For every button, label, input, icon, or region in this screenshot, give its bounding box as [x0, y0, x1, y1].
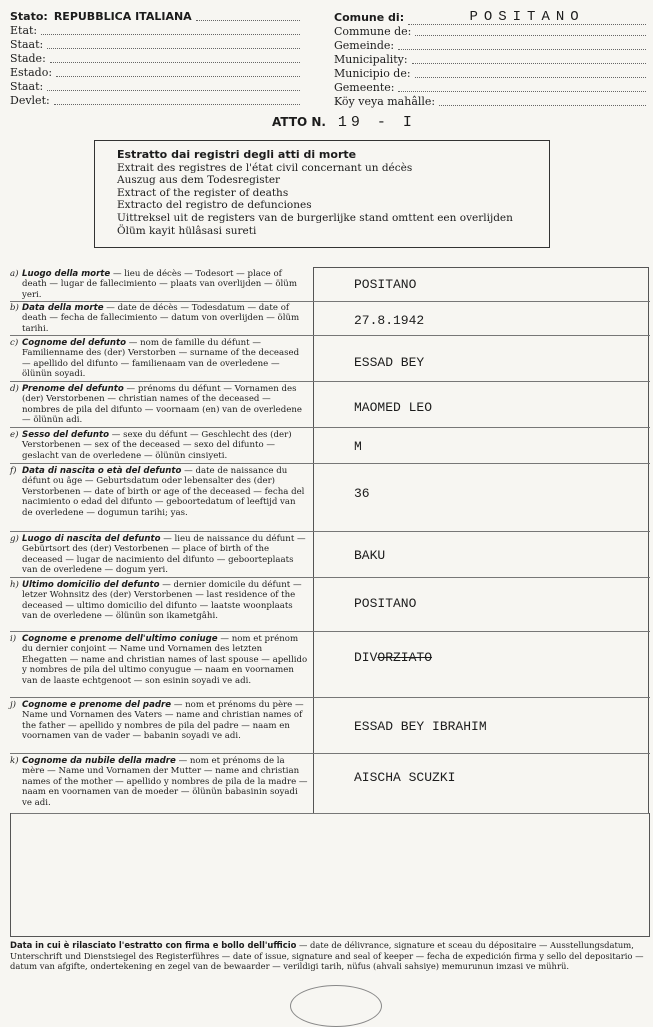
column-divider — [313, 267, 314, 813]
field-label-head: Luogo della morte — [22, 269, 111, 279]
municipality-row — [334, 53, 646, 67]
field-label-rest: — lieu de décès — Todesort — place of death — lugar de fallecimiento — plaats van overlijden — ölüm yeri. — [22, 269, 297, 300]
field-letter: b) — [10, 303, 19, 313]
field-label-rest: — lieu de naissance du défunt — Gebürtsort des (der) Vestorbenen — place of birth of the deceased — lugar de nacimiento del difunto — geboorteplaats van de overledene — dogum yeri. — [22, 534, 306, 576]
municipality-row — [334, 39, 646, 53]
field-label-rest: — nom de famille du défunt — Familienname des (der) Verstorben — surname of the deceased — apellido del difunto — familienaam van de overledene — ölünün soyadi. — [22, 338, 300, 380]
field-label-first-names — [10, 384, 308, 426]
field-value-first-names: MAOMED LEO — [354, 400, 433, 415]
row-divider — [10, 463, 650, 464]
field-label-rest: — nom et prénoms du père — Name und Vornamen des Vaters — name and christian names of the father — apellido y nombres de pila del padre — naam en voornamen van de vader — babanin soyadi ve adi. — [22, 700, 304, 742]
state-row — [10, 80, 300, 94]
state-label: Estado: — [10, 66, 53, 79]
field-value-surname: ESSAD BEY — [354, 355, 425, 370]
extract-line: Extrait des registres de l'état civil concernant un décès — [117, 161, 413, 174]
field-label-mother — [10, 756, 308, 808]
state-value: REPUBBLICA ITALIANA — [53, 10, 192, 23]
blank-area — [10, 813, 650, 937]
extract-title-box — [94, 140, 550, 248]
state-label: Etat: — [10, 24, 38, 37]
field-label-rest: — nom et prénoms de la mère — Name und Vornamen der Mutter — name and christian names of the mother — apellido y nombres de pila de la madre — naam en voornamen van de moeder — ölünün babasinin soyadi ve adi. — [22, 756, 308, 808]
row-divider — [10, 335, 650, 336]
field-label-rest: — date de décès — Todesdatum — date of death — fecha de fallecimiento — datum von overlijden — ölüm tarihi. — [22, 303, 300, 334]
municipality-label: Commune de: — [334, 25, 412, 38]
field-letter: f) — [10, 466, 17, 476]
act-number-label: ATTO N. — [272, 115, 326, 129]
municipality-label: Köy veya mahâlle: — [334, 95, 436, 108]
act-number-value: 19 - I — [337, 114, 416, 131]
header-state-block — [10, 10, 300, 108]
extract-line: Extract of the register of deaths — [117, 186, 289, 199]
field-value-father: ESSAD BEY IBRAHIM — [354, 719, 487, 734]
footer-head: Data in cui è rilasciato l'estratto con firma e bollo dell'ufficio — [10, 940, 297, 950]
state-label: Devlet: — [10, 94, 50, 107]
dotted-line — [415, 76, 646, 78]
municipality-label: Municipio de: — [334, 67, 411, 80]
dotted-line — [398, 90, 646, 92]
field-letter: j) — [10, 700, 17, 710]
issue-date-footer — [10, 940, 650, 972]
field-value-mother: AISCHA SCUZKI — [354, 770, 456, 785]
state-row — [10, 66, 300, 80]
municipality-row — [334, 10, 646, 25]
state-row — [10, 38, 300, 52]
field-label-place-of-death — [10, 269, 308, 300]
act-number — [272, 114, 416, 131]
field-label-place-of-birth — [10, 534, 308, 576]
dotted-line — [56, 75, 300, 77]
field-label-date-of-death — [10, 303, 308, 334]
field-label-sex — [10, 430, 308, 461]
dotted-line — [54, 103, 300, 105]
extract-title: Estratto dai registri degli atti di morte — [117, 148, 357, 161]
field-label-last-spouse — [10, 634, 308, 686]
field-value-last-residence: POSITANO — [354, 596, 417, 611]
dotted-line — [50, 61, 300, 63]
municipality-label: Municipality: — [334, 53, 408, 66]
municipality-label: Gemeente: — [334, 81, 395, 94]
dotted-line — [398, 48, 646, 50]
dotted-line — [47, 89, 300, 91]
field-letter: g) — [10, 534, 19, 544]
extract-line: Ölüm kayit hülâsasi sureti — [117, 224, 257, 237]
field-letter: c) — [10, 338, 19, 348]
field-value-last-spouse — [354, 650, 432, 665]
office-stamp — [290, 985, 382, 1027]
field-letter: a) — [10, 269, 19, 279]
field-label-head: Cognome del defunto — [22, 338, 127, 348]
row-divider — [10, 301, 650, 302]
municipality-row — [334, 67, 646, 81]
state-row — [10, 24, 300, 38]
dotted-line — [196, 19, 300, 21]
spouse-value-struck-text: ORZIATO — [377, 650, 433, 665]
row-divider — [10, 753, 650, 754]
municipality-value: POSITANO — [408, 10, 646, 25]
field-letter: d) — [10, 384, 19, 394]
field-label-father — [10, 700, 308, 742]
state-row — [10, 10, 300, 24]
extract-line: Uittreksel uit de registers van de burgerlijke stand omttent een overlijden — [117, 211, 513, 224]
footer-rest: — date de délivrance, signature et sceau du dépositaire — Ausstellungsdatum, Unterschrift und Dienstsiegel des Registerführes — date of issue, signature and seal of keeper — fecha de expedición firma y sello del depositario — datum van afgifte, ondertekening en zegel van de bewaarder — verildigi tarih, nüfus (ahvali sahsiye) memurunun imzasi ve mührü. — [10, 940, 644, 972]
spouse-value-text: DIV — [354, 650, 378, 665]
row-divider — [10, 631, 650, 632]
field-label-head: Data della morte — [22, 303, 104, 313]
municipality-row — [334, 25, 646, 39]
field-letter: k) — [10, 756, 19, 766]
field-label-head: Sesso del defunto — [22, 430, 110, 440]
field-label-birth-date-or-age — [10, 466, 308, 518]
dotted-line — [412, 62, 646, 64]
field-label-rest: — date de naissance du défunt ou âge — Geburtsdatum oder lebensalter des (der) Verstorbenen — date of birth or age of the deceased — fecha del nacimiento o edad del difunto — geboortedatum of leeftijd van de overledene — dogumun tarihi; yas. — [22, 466, 305, 518]
municipality-label: Comune di: — [334, 11, 405, 24]
field-letter: e) — [10, 430, 19, 440]
row-divider — [10, 427, 650, 428]
municipality-row — [334, 81, 646, 95]
dotted-line — [415, 34, 646, 36]
field-label-rest: — dernier domicile du défunt — letzer Wohnsitz des (der) Verstorbenen — last residence of the deceased — ultimo domicilio del difunto — laatste woonplaats van de overledene — ölünün son ikametgâhi. — [22, 580, 302, 622]
field-label-surname — [10, 338, 308, 380]
field-value-place-of-birth: BAKU — [354, 548, 386, 563]
state-label: Stade: — [10, 52, 46, 65]
field-label-head: Luogo di nascita del defunto — [22, 534, 161, 544]
field-value-place-of-death: POSITANO — [354, 277, 417, 292]
state-label: Stato: — [10, 10, 48, 23]
field-label-last-residence — [10, 580, 308, 622]
extract-line: Auszug aus dem Todesregister — [117, 174, 281, 187]
death-record-form — [10, 267, 650, 813]
header-municipality-block — [334, 10, 646, 109]
dotted-line — [439, 104, 646, 106]
row-divider — [10, 577, 650, 578]
state-label: Staat: — [10, 38, 44, 51]
field-label-rest: — prénoms du défunt — Vornamen des (der) Verstorbenen — christian names of the deceased — nombres de pila del difunto — voornaam (en) van de overledene — ölünün adi. — [22, 384, 302, 426]
state-row — [10, 52, 300, 66]
field-value-date-of-death: 27.8.1942 — [354, 313, 425, 328]
field-label-rest: — sexe du défunt — Geschlecht des (der) Verstorbenen — sex of the deceased — sexo del difunto — geslacht van de overledene — ölünün cinsiyeti. — [22, 430, 292, 461]
row-divider — [10, 531, 650, 532]
field-label-head: Cognome e prenome del padre — [22, 700, 172, 710]
field-letter: h) — [10, 580, 19, 590]
field-label-head: Prenome del defunto — [22, 384, 124, 394]
field-label-head: Cognome e prenome dell'ultimo coniuge — [22, 634, 218, 644]
state-row — [10, 94, 300, 108]
field-letter: i) — [10, 634, 17, 644]
field-label-head: Data di nascita o età del defunto — [22, 466, 182, 476]
row-divider — [10, 697, 650, 698]
dotted-line — [47, 47, 300, 49]
field-value-birth-date-or-age: 36 — [354, 486, 370, 501]
municipality-row — [334, 95, 646, 109]
municipality-label: Gemeinde: — [334, 39, 395, 52]
extract-line: Extracto del registro de defunciones — [117, 199, 312, 212]
row-divider — [10, 381, 650, 382]
dotted-line — [41, 33, 300, 35]
state-label: Staat: — [10, 80, 44, 93]
field-label-rest: — nom et prénom du dernier conjoint — Name und Vornamen des letzten Ehegatten — name and christian names of last spouse — apellido y nombres de pila del ultimo conyugue — naam en voornamen van de laaste echtgenoot — son esinin soyadi ve adi. — [22, 634, 308, 686]
field-label-head: Cognome da nubile della madre — [22, 756, 176, 766]
field-label-head: Ultimo domicilio del defunto — [22, 580, 160, 590]
field-value-sex: M — [354, 439, 362, 454]
